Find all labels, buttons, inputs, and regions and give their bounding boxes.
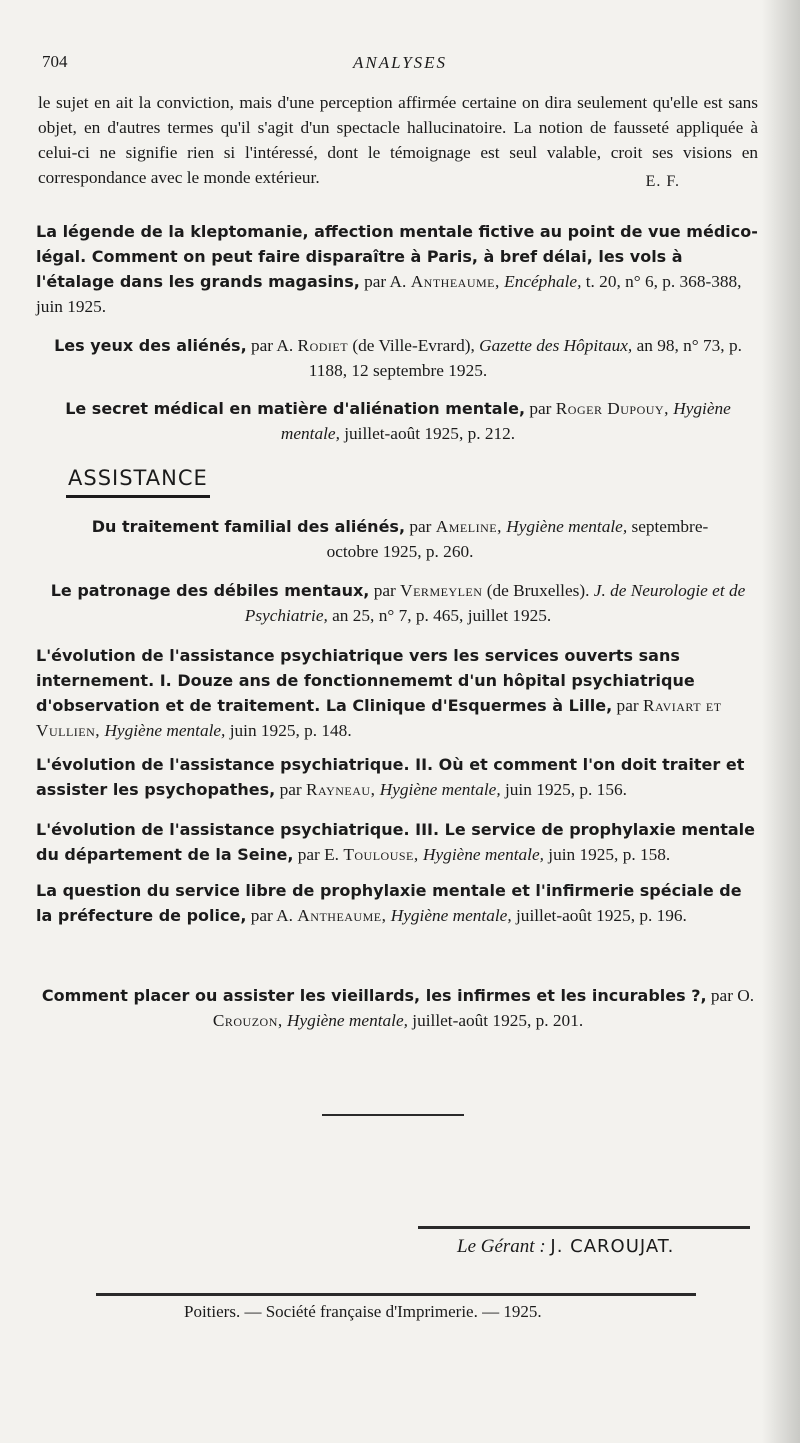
entry-reference: an 25, n° 7, p. 465, juillet 1925. bbox=[332, 606, 552, 625]
entry-author: Crouzon, bbox=[212, 1011, 283, 1030]
printer-imprint: Poitiers. — Société française d'Imprimerie. — 1925. bbox=[184, 1302, 542, 1321]
entry-journal: Hygiène mentale, bbox=[280, 399, 731, 443]
entry-affiliation: (de Bruxelles). bbox=[486, 581, 590, 600]
entry-journal: Hygiène mentale, bbox=[287, 1011, 408, 1030]
entry-by: par A. bbox=[250, 906, 293, 925]
end-rule bbox=[322, 1114, 464, 1116]
entry-reference: t. 20, n° 6, p. 368-388, juin 1925. bbox=[36, 272, 742, 316]
entry-author: Antheaume, bbox=[410, 272, 500, 291]
entry-journal: Hygiène mentale, bbox=[423, 845, 544, 864]
entry-evolution-3 bbox=[36, 817, 760, 867]
section-underline bbox=[66, 495, 210, 498]
entry-author: Antheaume, bbox=[297, 906, 387, 925]
entry-title: L'évolution de l'assistance psychiatrique vers les services ouverts sans internement. I. Douze ans de fonctionnememt d'un hôpital psychiatrique d'observation et de traitement. La Clinique d'Esquermes à Lille, bbox=[36, 646, 695, 715]
entry-journal: Gazette des Hôpitaux, bbox=[479, 336, 633, 355]
entry-evolution-1 bbox=[36, 643, 760, 743]
entry-journal: Hygiène mentale, bbox=[104, 721, 226, 740]
entry-author: Toulouse, bbox=[343, 845, 419, 864]
entry-author: Ameline, bbox=[435, 517, 502, 536]
gerant-name: J. CAROUJAT. bbox=[550, 1236, 675, 1257]
entry-by: par bbox=[279, 780, 302, 799]
entry-title: Les yeux des aliénés, bbox=[54, 336, 247, 355]
entry-by: par bbox=[529, 399, 552, 418]
entry-title: La question du service libre de prophylaxie mentale et l'infirmerie spéciale de la préfecture de police, bbox=[36, 881, 742, 925]
entry-by: par A. bbox=[364, 272, 407, 291]
entry-evolution-2 bbox=[36, 752, 760, 802]
entry-title: Comment placer ou assister les vieillards, les infirmes et les incurables ?, bbox=[41, 986, 707, 1005]
entry-reference: juin 1925, p. 148. bbox=[229, 721, 352, 740]
entry-title: Du traitement familial des aliénés, bbox=[91, 517, 406, 536]
entry-reference: septembre-octobre 1925, p. 260. bbox=[326, 517, 709, 561]
entry-journal: Hygiène mentale, bbox=[506, 517, 628, 536]
entry-secret-medical bbox=[36, 396, 760, 446]
entry-by: par bbox=[616, 696, 639, 715]
entry-reference: juillet-août 1925, p. 196. bbox=[516, 906, 687, 925]
entry-journal: Hygiène mentale, bbox=[390, 906, 512, 925]
entry-author: Rayneau, bbox=[306, 780, 376, 799]
intro-signature: E. F. bbox=[645, 173, 680, 190]
signature-rule bbox=[418, 1226, 750, 1229]
page-number: 704 bbox=[42, 52, 68, 71]
entry-title: L'évolution de l'assistance psychiatrique. II. Où et comment l'on doit traiter et assister les psychopathes, bbox=[36, 755, 745, 799]
entry-reference: an 98, n° 73, p. 1188, 12 septembre 1925. bbox=[308, 336, 742, 380]
entry-author: Rodiet bbox=[297, 336, 349, 355]
entry-service-libre bbox=[36, 878, 760, 928]
entry-journal: J. de Neurologie et de Psychiatrie, bbox=[244, 581, 746, 625]
entry-by: par bbox=[373, 581, 396, 600]
entry-reference: juin 1925, p. 156. bbox=[504, 780, 627, 799]
entry-by: par E. bbox=[297, 845, 339, 864]
entry-journal: Encéphale, bbox=[504, 272, 582, 291]
entry-kleptomanie bbox=[36, 219, 760, 319]
entry-patronage-debiles bbox=[36, 578, 760, 628]
entry-affiliation: (de Ville-Evrard), bbox=[352, 336, 475, 355]
page-edge-shadow bbox=[762, 0, 800, 1443]
entry-author: Roger Dupouy, bbox=[555, 399, 669, 418]
intro-paragraph: le sujet en ait la conviction, mais d'une perception affirmée certaine on dira seulement qu'elle est sans objet, en d'autres termes qu'il s'agit d'un spectacle hallucinatoire. La notion de fausseté appliquée à celui-ci ne signifie rien si l'intéressé, dont le témoignage est seul valable, croit ses visions en correspondance avec le monde extérieur. bbox=[38, 93, 758, 187]
entry-journal: Hygiène mentale, bbox=[379, 780, 501, 799]
entry-vieillards bbox=[36, 983, 760, 1033]
entry-yeux-alienes bbox=[36, 333, 760, 383]
entry-by: par O. bbox=[710, 986, 755, 1005]
entry-title: Le secret médical en matière d'aliénation mentale, bbox=[65, 399, 526, 418]
entry-title: La légende de la kleptomanie, affection mentale fictive au point de vue médico-légal. Comment on peut faire disparaître à Paris, à bref délai, les vols à l'étalage dans les grands magasins, bbox=[36, 222, 758, 291]
entry-title: Le patronage des débiles mentaux, bbox=[50, 581, 370, 600]
gerant-line bbox=[457, 1236, 674, 1258]
entry-by: par bbox=[409, 517, 432, 536]
entry-reference: juillet-août 1925, p. 201. bbox=[412, 1011, 584, 1030]
gerant-label: Le Gérant : bbox=[457, 1236, 546, 1257]
entry-traitement-familial bbox=[80, 514, 720, 564]
entry-by: par A. bbox=[250, 336, 294, 355]
running-title: ANALYSES bbox=[352, 53, 448, 72]
section-heading: ASSISTANCE bbox=[68, 466, 208, 490]
entry-reference: juin 1925, p. 158. bbox=[548, 845, 671, 864]
entry-reference: juillet-août 1925, p. 212. bbox=[344, 424, 516, 443]
entry-author: Vermeylen bbox=[400, 581, 483, 600]
entry-author: Raviart et Vullien, bbox=[36, 696, 722, 740]
entry-title: L'évolution de l'assistance psychiatrique. III. Le service de prophylaxie mentale du département de la Seine, bbox=[36, 820, 756, 864]
footer-rule bbox=[96, 1293, 696, 1296]
